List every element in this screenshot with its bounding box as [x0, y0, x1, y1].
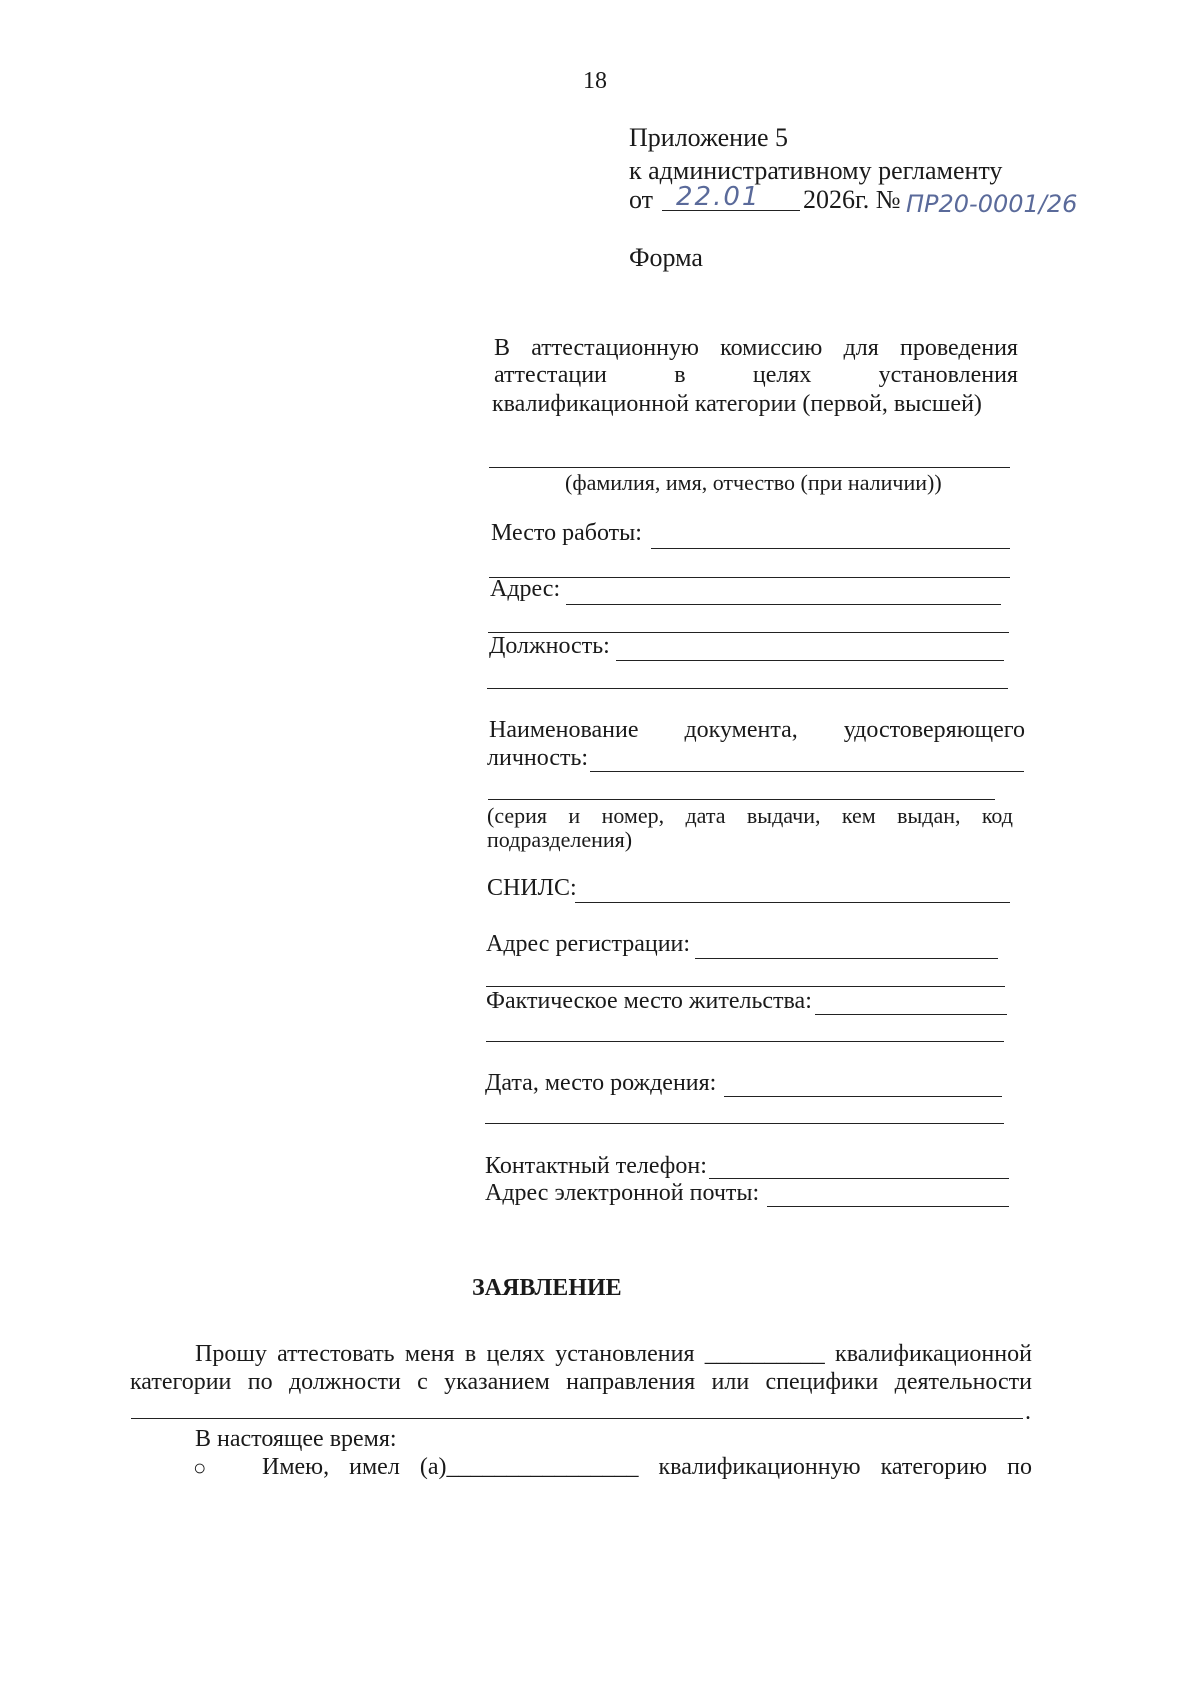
addressee-word: комиссию	[720, 335, 823, 361]
work-place-label: Место работы:	[491, 520, 642, 546]
fio-line	[489, 467, 1010, 468]
fio-caption: (фамилия, имя, отчество (при наличии))	[565, 470, 942, 495]
statement-word: с	[417, 1369, 428, 1395]
birth-label: Дата, место рождения:	[485, 1070, 717, 1096]
email-label: Адрес электронной почты:	[485, 1180, 760, 1206]
statement-word: аттестовать	[277, 1341, 395, 1367]
addressee-word: аттестационную	[531, 335, 699, 361]
statement-word: по	[247, 1369, 273, 1395]
addressee-line-3: квалификационной категории (первой, высшей)	[492, 391, 982, 417]
id-caption-word: кем	[841, 803, 876, 828]
handwritten-date: 22.01	[676, 182, 761, 212]
phone-label: Контактный телефон:	[485, 1153, 707, 1179]
form-label: Форма	[629, 243, 703, 272]
reg-address-label: Адрес регистрации:	[486, 931, 691, 957]
email-line	[767, 1206, 1009, 1207]
bullet-word: категорию	[880, 1454, 988, 1480]
statement-word: деятельности	[894, 1369, 1032, 1395]
statement-word: должности	[288, 1369, 401, 1395]
statement-word: целях	[486, 1341, 545, 1367]
id-caption-line-2: подразделения)	[487, 827, 633, 852]
addressee-word: целях	[752, 362, 812, 388]
bullet-word: имел	[349, 1454, 400, 1480]
work-place-line	[651, 548, 1010, 549]
addressee-line-1	[494, 333, 1018, 363]
id-doc-word: Наименование	[489, 717, 639, 743]
id-caption-word: выдан,	[897, 803, 961, 828]
birth-line-2	[485, 1123, 1004, 1124]
snils-line	[575, 902, 1010, 903]
date-prefix: от	[629, 185, 654, 214]
id-caption-word: и	[568, 803, 581, 828]
year-number-label: 2026г. №	[803, 185, 901, 214]
bullet-word: Имею,	[262, 1454, 330, 1480]
address-line	[566, 604, 1001, 605]
statement-word: меня	[404, 1341, 455, 1367]
statement-heading: ЗАЯВЛЕНИЕ	[472, 1275, 622, 1301]
statement-word: направления	[566, 1369, 696, 1395]
id-caption-word: номер,	[601, 803, 665, 828]
statement-word: указанием	[444, 1369, 550, 1395]
birth-line	[724, 1096, 1002, 1097]
position-label: Должность:	[489, 633, 610, 659]
statement-word: в	[464, 1341, 477, 1367]
addressee-word: для	[843, 335, 879, 361]
bullet-item-1	[262, 1452, 1032, 1482]
appendix-subtitle: к административному регламенту	[629, 156, 1003, 185]
position-line-2	[487, 688, 1008, 689]
statement-word: Прошу	[195, 1341, 267, 1367]
id-caption-word: выдачи,	[746, 803, 821, 828]
bullet-circle-icon: ○	[193, 1455, 207, 1480]
specifics-period: .	[1025, 1399, 1031, 1425]
actual-residence-line	[815, 1014, 1007, 1015]
statement-line-1	[195, 1339, 1032, 1369]
addressee-word: аттестации	[494, 362, 607, 388]
statement-word: __________	[704, 1341, 825, 1367]
actual-residence-line-2	[486, 1041, 1004, 1042]
addressee-line-2	[494, 360, 1018, 390]
statement-line-2	[130, 1367, 1032, 1397]
id-doc-word: удостоверяющего	[843, 717, 1025, 743]
bullet-word: по	[1007, 1454, 1032, 1480]
addressee-word: проведения	[900, 335, 1018, 361]
reg-address-line	[695, 958, 998, 959]
addressee-word: установления	[878, 362, 1018, 388]
specifics-line	[131, 1418, 1023, 1419]
id-caption-word: (серия	[487, 803, 548, 828]
id-doc-word: документа,	[684, 717, 798, 743]
actual-residence-label: Фактическое место жительства:	[486, 988, 812, 1014]
statement-word: категории	[130, 1369, 232, 1395]
addressee-word: В	[494, 335, 511, 361]
handwritten-doc-number: ПР20-0001/26	[906, 190, 1078, 218]
statement-word: установления	[555, 1341, 695, 1367]
bullet-word: квалификационную	[658, 1454, 861, 1480]
id-doc-line	[590, 771, 1024, 772]
id-caption-word: дата	[685, 803, 726, 828]
bullet-word: (а)________________	[419, 1454, 639, 1480]
id-doc-line-2	[488, 799, 995, 800]
appendix-title: Приложение 5	[629, 123, 789, 152]
snils-label: СНИЛС:	[487, 875, 577, 901]
address-label: Адрес:	[490, 576, 561, 602]
currently-label: В настоящее время:	[195, 1426, 397, 1452]
statement-word: или	[711, 1369, 750, 1395]
addressee-word: в	[674, 362, 686, 388]
statement-word: квалификационной	[835, 1341, 1032, 1367]
id-doc-line-1	[489, 715, 1025, 745]
position-line	[616, 660, 1004, 661]
work-place-line-2	[489, 577, 1010, 578]
id-doc-line-2: личность:	[487, 745, 589, 771]
id-caption-word: код	[981, 803, 1013, 828]
page-number: 18	[583, 68, 607, 94]
statement-word: специфики	[765, 1369, 879, 1395]
